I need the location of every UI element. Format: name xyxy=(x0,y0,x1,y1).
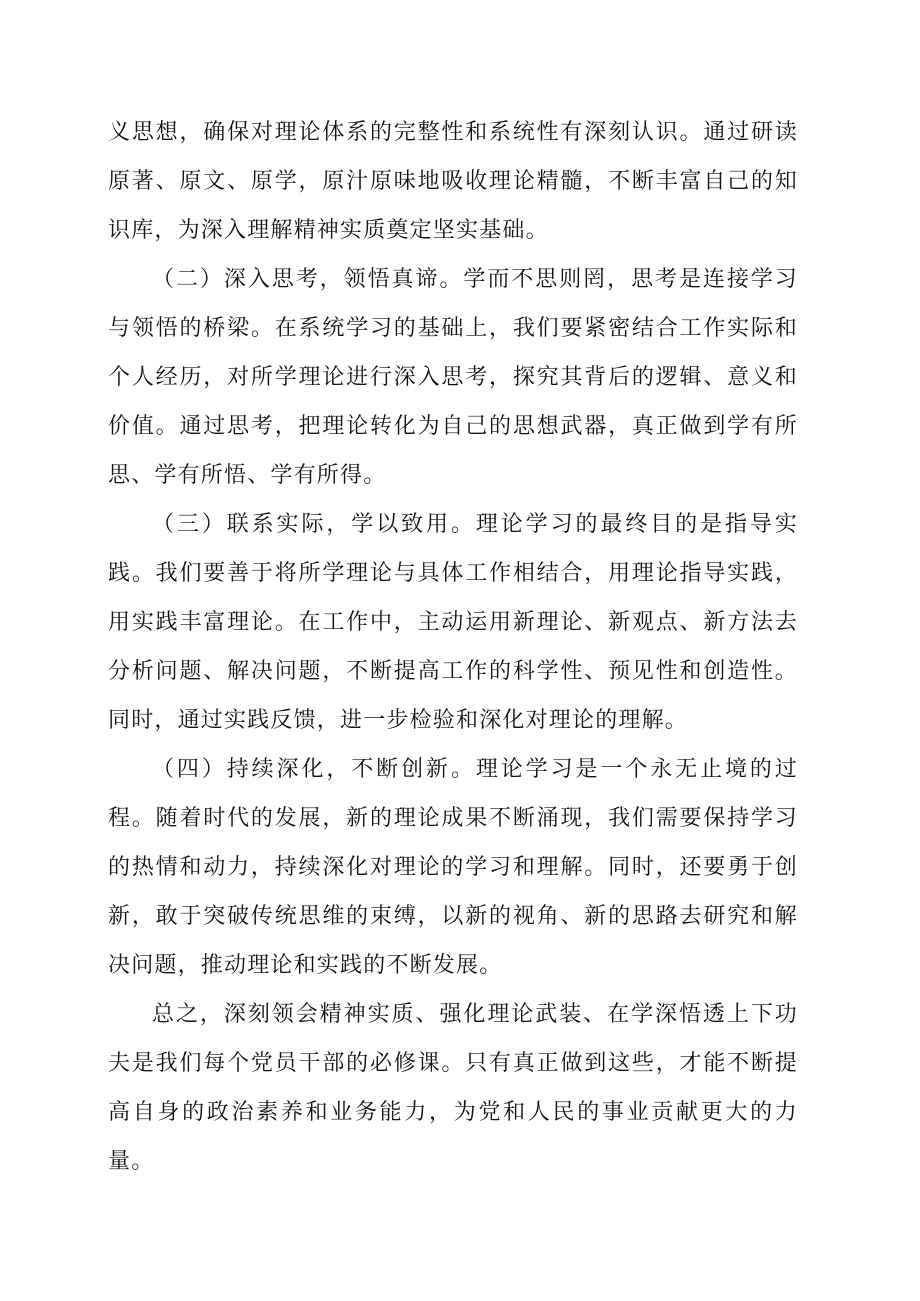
paragraph-continuation: 义思想，确保对理论体系的完整性和系统性有深刻认识。通过研读原著、原文、原学，原汁原味地吸收理论精髓，不断丰富自己的知识库，为深入理解精神实质奠定坚实基础。 xyxy=(108,120,798,243)
paragraph-section-three: （三）联系实际，学以致用。理论学习的最终目的是指导实践。我们要善于将所学理论与具体工作相结合，用理论指导实践，用实践丰富理论。在工作中，主动运用新理论、新观点、新方法去分析问题、解决问题，不断提高工作的科学性、预见性和创造性。同时，通过实践反馈，进一步检验和深化对理论的理解。 xyxy=(108,512,798,733)
paragraph-section-four: （四）持续深化，不断创新。理论学习是一个永无止境的过程。随着时代的发展，新的理论成果不断涌现，我们需要保持学习的热情和动力，持续深化对理论的学习和理解。同时，还要勇于创新，敢于突破传统思维的束缚，以新的视角、新的思路去研究和解决问题，推动理论和实践的不断发展。 xyxy=(108,757,798,978)
document-page xyxy=(108,108,798,1186)
paragraph-conclusion: 总之，深刻领会精神实质、强化理论武装、在学深悟透上下功夫是我们每个党员干部的必修课。只有真正做到这些，才能不断提高自身的政治素养和业务能力，为党和人民的事业贡献更大的力量。 xyxy=(108,1002,798,1174)
paragraph-section-two: （二）深入思考，领悟真谛。学而不思则罔，思考是连接学习与领悟的桥梁。在系统学习的基础上，我们要紧密结合工作实际和个人经历，对所学理论进行深入思考，探究其背后的逻辑、意义和价值。通过思考，把理论转化为自己的思想武器，真正做到学有所思、学有所悟、学有所得。 xyxy=(108,267,798,488)
